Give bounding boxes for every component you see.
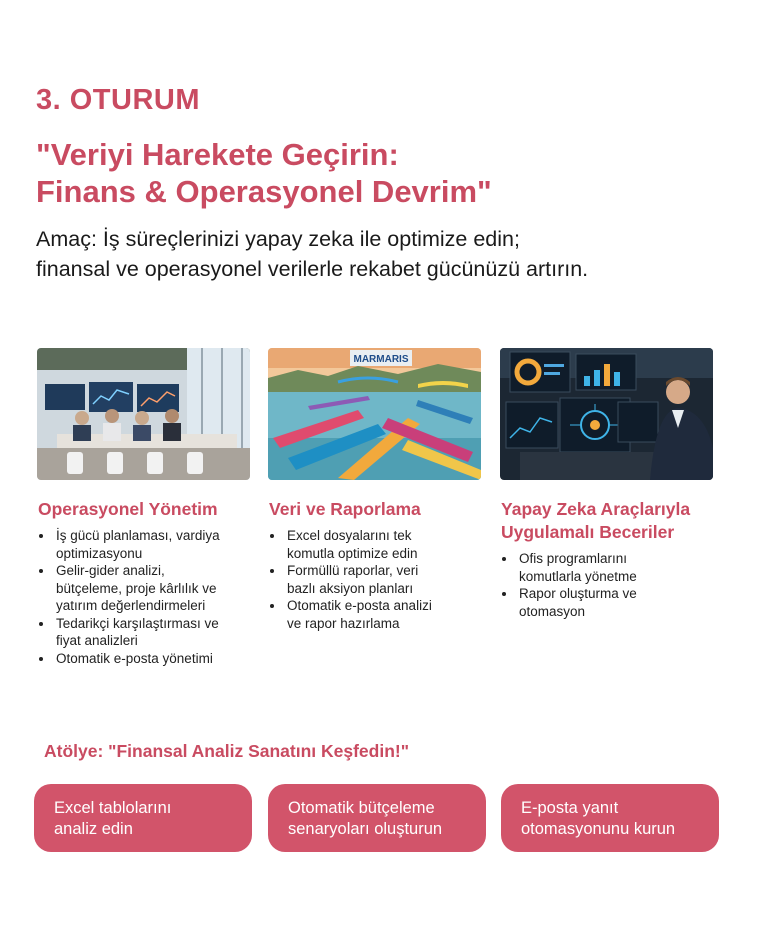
list-item: Gelir-gider analizi, bütçeleme, proje kârlılık ve yatırım değerlendirmeleri [37, 562, 269, 615]
list-item: Excel dosyalarını tek komutla optimize edin [268, 527, 500, 562]
button-label-line: otomasyonunu kurun [521, 820, 676, 838]
list-item: İş gücü planlaması, vardiya optimizasyonu [37, 527, 269, 562]
list-item: Rapor oluşturma ve otomasyon [500, 585, 732, 620]
bullet-icon [502, 592, 506, 596]
analytics-dashboard-photo-icon [500, 348, 713, 480]
bullet-list [37, 527, 269, 667]
bullet-icon [502, 557, 506, 561]
bullet-icon [270, 604, 274, 608]
page-title [36, 136, 492, 210]
bullet-list [268, 527, 500, 632]
list-item: Formüllü raporlar, veri bazlı aksiyon planları [268, 562, 500, 597]
goal-line-1: Amaç: İş süreçlerinizi yapay zeka ile optimize edin; [36, 227, 520, 251]
marmaris-sign: MARMARIS [353, 354, 409, 365]
column-operations [37, 348, 269, 667]
column-title-line: Veri ve Raporlama [269, 499, 421, 519]
paddleboards-photo-icon [268, 348, 481, 480]
bullet-list [500, 550, 732, 620]
button-label-line: senaryoları oluşturun [288, 820, 443, 838]
column-title-line: Yapay Zeka Araçlarıyla [501, 499, 691, 519]
button-label-line: E-posta yanıt [521, 799, 619, 817]
goal-line-2: finansal ve operasyonel verilerle rekabet gücünüzü artırın. [36, 257, 589, 281]
title-line-2: Finans & Operasyonel Devrim" [36, 174, 492, 209]
bullet-icon [39, 622, 43, 626]
list-item: Otomatik e-posta yönetimi [37, 650, 269, 668]
list-item: Ofis programlarını komutlarla yönetme [500, 550, 732, 585]
button-label-line: Excel tablolarını [54, 799, 172, 817]
bullet-icon [39, 569, 43, 573]
column-reporting [268, 348, 500, 632]
column-ai-tools [500, 348, 732, 620]
column-title [500, 498, 732, 544]
budget-scenarios-button[interactable] [268, 784, 486, 852]
bullet-icon [39, 657, 43, 661]
workshop-title: Atölye: "Finansal Analiz Sanatını Keşfedin!" [44, 741, 410, 761]
excel-analysis-button[interactable] [34, 784, 252, 852]
column-title [268, 498, 500, 521]
email-automation-button[interactable] [501, 784, 719, 852]
title-line-1: "Veriyi Harekete Geçirin: [36, 137, 399, 172]
column-title [37, 498, 269, 521]
bullet-icon [39, 534, 43, 538]
session-label: 3. OTURUM [36, 84, 200, 116]
bullet-icon [270, 569, 274, 573]
list-item: Otomatik e-posta analizi ve rapor hazırlama [268, 597, 500, 632]
list-item: Tedarikçi karşılaştırması ve fiyat analizleri [37, 615, 269, 650]
meeting-room-photo-icon [37, 348, 250, 480]
bullet-icon [270, 534, 274, 538]
goal-text [36, 224, 736, 284]
button-label-line: Otomatik bütçeleme [288, 799, 435, 817]
button-label-line: analiz edin [54, 820, 133, 838]
column-title-line: Operasyonel Yönetim [38, 499, 218, 519]
column-title-line: Uygulamalı Beceriler [501, 522, 675, 542]
